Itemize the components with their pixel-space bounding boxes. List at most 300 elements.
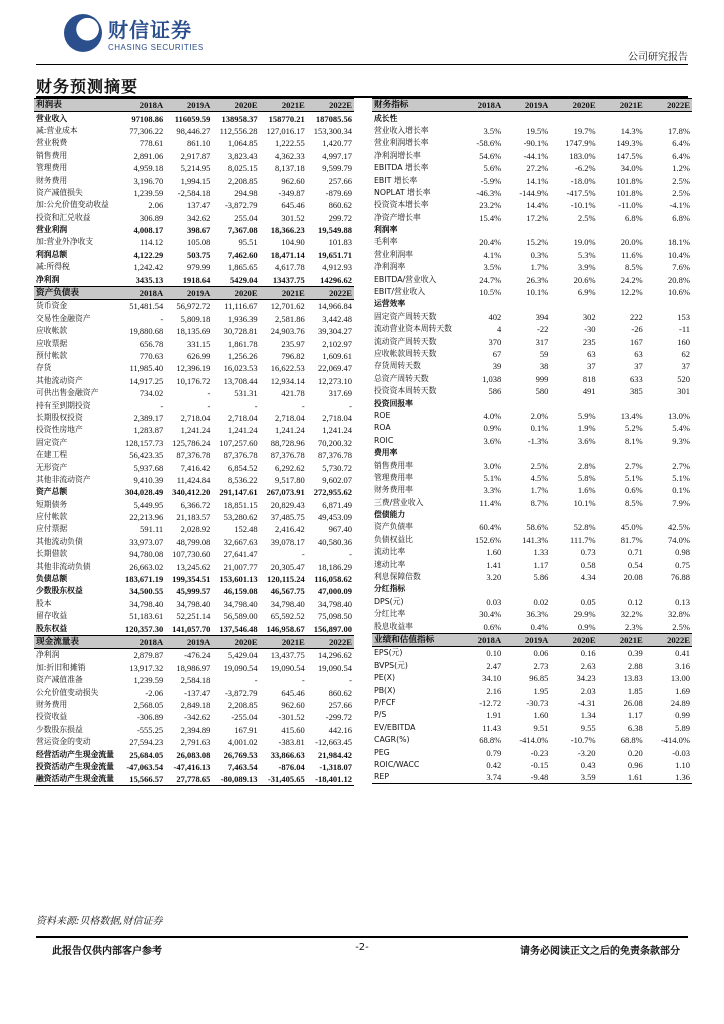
row-label: 分红指标: [374, 584, 406, 594]
cell-value: 48,799.08: [176, 536, 211, 547]
cell-value: 6.9%: [577, 287, 596, 298]
cell-value: 1,861.78: [227, 338, 258, 349]
cell-value: 14296.62: [320, 274, 352, 285]
cell-value: [598, 583, 645, 595]
cell-value: 70,200.32: [318, 437, 352, 448]
table-row: [372, 697, 692, 709]
table-row: [372, 150, 692, 162]
table-row: [372, 422, 692, 434]
table-title: 利润表: [34, 99, 118, 112]
cell-value: 199,354.51: [172, 574, 211, 585]
cell-value: 5.6%: [483, 163, 502, 174]
cell-value: 45,999.57: [176, 586, 211, 597]
row-label: 净资产增长率: [374, 212, 421, 222]
cell-value: 49,453.09: [318, 512, 352, 523]
table-row: [372, 385, 692, 397]
cell-value: [645, 112, 692, 125]
cell-value: [550, 298, 597, 310]
cell-value: 18,986.97: [176, 662, 211, 673]
cell-value: 1747.9%: [565, 138, 596, 149]
cell-value: 2.5%: [672, 621, 690, 632]
cell-value: [645, 397, 692, 409]
column-header: 2019A: [165, 286, 212, 299]
row-label: P/S: [374, 710, 387, 720]
table-row: [34, 137, 354, 149]
cell-value: 60.4%: [479, 522, 502, 533]
cell-value: 87,376.78: [318, 450, 352, 461]
cell-value: 1,241.24: [275, 425, 305, 436]
row-label: 总资产周转天数: [374, 373, 429, 383]
cell-value: 120,357.30: [124, 623, 164, 634]
cell-value: 1,038: [482, 373, 502, 384]
cell-value: -11.0%: [618, 200, 643, 211]
cell-value: 13,245.62: [176, 561, 211, 572]
cell-value: 222: [630, 311, 643, 322]
cell-value: 3.16: [675, 660, 690, 671]
cell-value: 20,829.43: [270, 499, 305, 510]
cell-value: 56,589.00: [223, 611, 258, 622]
table-row: [34, 261, 354, 273]
cell-value: 152.6%: [474, 534, 502, 545]
row-label: 营业利润: [36, 225, 68, 235]
table-row: [34, 449, 354, 461]
cell-value: 5.86: [533, 572, 549, 583]
cell-value: 4,997.17: [322, 150, 352, 161]
cell-value: -555.25: [136, 724, 164, 735]
cell-value: 26.08: [623, 697, 643, 708]
cell-value: 796.82: [281, 351, 305, 361]
table-row: [34, 573, 354, 585]
row-label: 减:所得税: [36, 262, 70, 272]
cell-value: 34,500.55: [129, 586, 164, 597]
cell-value: 1.60: [486, 547, 502, 558]
cell-value: 2,718.04: [322, 412, 352, 423]
row-label: EV/EBITDA: [374, 722, 416, 732]
row-label: 成长性: [374, 113, 398, 123]
cell-value: 19,090.54: [270, 662, 305, 673]
cell-value: [598, 509, 645, 521]
table-row: [372, 759, 692, 771]
column-header: 2018A: [118, 286, 165, 299]
row-label: 投资性房地产: [36, 425, 83, 435]
cell-value: 20.4%: [479, 237, 502, 248]
cell-value: 2,849.18: [180, 699, 211, 710]
cell-value: 24.7%: [479, 274, 502, 285]
table-row: [372, 212, 692, 224]
cell-value: 19,549.88: [318, 225, 352, 236]
cell-value: 153,300.34: [313, 125, 352, 136]
cell-value: 860.62: [328, 687, 352, 698]
cell-value: 34,798.40: [318, 598, 352, 609]
cell-value: 394: [535, 311, 549, 322]
row-label: 股东权益: [36, 623, 68, 633]
table-row: [372, 596, 692, 608]
cell-value: 187085.56: [315, 113, 352, 124]
row-label: 利息保障倍数: [374, 572, 421, 582]
financial-table: [372, 98, 692, 633]
cell-value: 3.59: [550, 771, 597, 784]
cell-value: 62: [681, 349, 690, 359]
row-label: 投资资本周转天数: [374, 386, 437, 396]
row-label: EBIT 增长率: [374, 175, 418, 185]
cell-value: 2.5%: [672, 175, 690, 186]
cell-value: 81.7%: [620, 534, 643, 545]
cell-value: 101.83: [328, 237, 352, 248]
cell-value: 626.99: [187, 351, 211, 361]
cell-value: 63: [587, 349, 596, 359]
section-row: [372, 583, 692, 595]
cell-value: 19.0%: [573, 237, 596, 248]
cell-value: 38: [539, 361, 549, 372]
cell-value: 39,304.27: [318, 326, 352, 337]
cell-value: 152.48: [234, 524, 258, 535]
row-label: 存货周转天数: [374, 361, 421, 371]
cell-value: -47,416.13: [173, 761, 211, 772]
cell-value: -4.1%: [669, 200, 690, 211]
column-header: 2019A: [165, 99, 212, 112]
cell-value: 147.5%: [616, 150, 643, 161]
row-label: 营业利润增长率: [374, 138, 429, 148]
table-row: [34, 686, 354, 698]
cell-value: 46,567.75: [270, 586, 305, 597]
table-row: [34, 313, 354, 325]
cell-value: 40,580.36: [318, 536, 352, 547]
row-label: EBITDA/营业收入: [374, 274, 437, 284]
cell-value: -: [254, 400, 258, 411]
cell-value: 1,420.77: [322, 138, 352, 149]
cell-value: 2,028.92: [180, 524, 211, 535]
cell-value: -3,872.79: [224, 200, 258, 211]
cell-value: 27,778.65: [165, 773, 212, 786]
table-row: [34, 560, 354, 572]
row-label: 营业收入: [36, 113, 68, 123]
cell-value: 167: [630, 336, 643, 347]
cell-value: 116059.59: [174, 113, 211, 124]
column-header: 2022E: [307, 99, 354, 112]
cell-value: 0.73: [580, 547, 596, 558]
cell-value: 0.58: [580, 559, 596, 570]
cell-value: 4,362.33: [275, 150, 305, 161]
cell-value: 26.3%: [526, 274, 549, 285]
cell-value: [456, 112, 503, 125]
cell-value: 2,208.85: [227, 699, 258, 710]
cell-value: 0.9%: [483, 423, 502, 434]
row-label: 其他非流动负债: [36, 561, 91, 571]
table-row: [372, 521, 692, 533]
cell-value: [598, 447, 645, 459]
row-label: 减:营业成本: [36, 125, 78, 135]
cell-value: 0.13: [675, 596, 690, 607]
cell-value: 58.6%: [526, 522, 549, 533]
table-row: [34, 662, 354, 674]
cell-value: 153,601.13: [219, 574, 258, 585]
section-row: [372, 298, 692, 310]
cell-value: -11: [678, 324, 690, 335]
cell-value: 1.85: [627, 685, 643, 696]
cell-value: 156,897.00: [313, 623, 352, 634]
cell-value: 21,984.42: [318, 749, 352, 760]
row-label: 财务费用: [36, 699, 68, 709]
table-row: [372, 335, 692, 347]
cell-value: 2.16: [486, 685, 502, 696]
footer-divider: [36, 936, 688, 938]
row-label: 净利润率: [374, 262, 406, 272]
cell-value: 4,959.18: [133, 163, 164, 174]
cell-value: [550, 224, 597, 236]
table-row: [34, 523, 354, 535]
row-label: REP: [372, 771, 456, 784]
column-header: 2018A: [456, 99, 503, 112]
cell-value: 0.10: [486, 648, 502, 659]
cell-value: 5.1%: [483, 472, 502, 483]
cell-value: -: [207, 400, 211, 411]
row-label: ROE: [374, 410, 391, 420]
table-row: [372, 571, 692, 583]
row-label: 融资活动产生现金流量: [34, 773, 118, 786]
cell-value: 96.85: [529, 673, 549, 684]
cell-value: 107,257.60: [219, 437, 258, 448]
cell-value: 5,449.95: [133, 499, 164, 510]
row-label: 经营活动产生现金流量: [36, 749, 114, 759]
cell-value: -5.9%: [480, 175, 502, 186]
cell-value: 645.46: [281, 687, 305, 698]
cell-value: 56,423.35: [129, 450, 164, 461]
cell-value: 340,412.20: [172, 487, 211, 498]
table-header-row: [34, 99, 354, 112]
cell-value: 7.9%: [672, 497, 690, 508]
cell-value: 125,786.24: [172, 437, 211, 448]
cell-value: -10.7%: [570, 735, 596, 746]
cell-value: 6,871.49: [322, 499, 352, 510]
data-source-note: 资料来源:贝格数据,财信证券: [36, 916, 163, 927]
cell-value: 5,214.95: [180, 163, 211, 174]
table-row: [34, 325, 354, 337]
cell-value: 88,728.96: [270, 437, 305, 448]
column-header: 2020E: [212, 635, 259, 648]
column-header: 2019A: [503, 633, 550, 646]
cell-value: -12.72: [479, 697, 502, 708]
cell-value: -306.89: [136, 712, 164, 723]
row-label: 固定资产: [36, 437, 68, 447]
column-header: 2019A: [165, 635, 212, 648]
cell-value: 54.6%: [479, 150, 502, 161]
cell-value: 4,617.78: [275, 262, 305, 273]
row-label: 投资资本增长率: [374, 200, 429, 210]
cell-value: 7,463.54: [227, 761, 258, 772]
cell-value: 8.5%: [625, 497, 643, 508]
table-row: [372, 534, 692, 546]
cell-value: 11.6%: [621, 249, 643, 260]
cell-value: 0.54: [627, 559, 643, 570]
cell-value: [456, 447, 503, 459]
cell-value: -299.72: [325, 712, 352, 723]
cell-value: -: [301, 549, 305, 560]
table-row: [34, 300, 354, 313]
cell-value: 59: [539, 349, 549, 359]
cell-value: 2,568.05: [133, 699, 164, 710]
cell-value: 6.4%: [672, 150, 690, 161]
cell-value: 11.43: [482, 722, 502, 733]
row-label: 利润总额: [36, 249, 68, 259]
table-row: [34, 622, 354, 634]
cell-value: -9.48: [503, 771, 550, 784]
row-label: 利润率: [374, 225, 398, 235]
row-label: 投资和汇兑收益: [36, 212, 91, 222]
cell-value: 6.4%: [672, 138, 690, 149]
table-row: [372, 137, 692, 149]
table-row: [34, 174, 354, 186]
cell-value: 2,917.87: [180, 150, 211, 161]
cell-value: 0.05: [580, 596, 596, 607]
column-header: 2020E: [550, 99, 597, 112]
cell-value: 370: [488, 336, 502, 347]
cell-value: -417.5%: [566, 187, 596, 198]
row-label: 净利润增长率: [374, 150, 421, 160]
cell-value: 9.51: [533, 722, 549, 733]
row-label: 流动比率: [374, 547, 406, 557]
cell-value: -31,405.65: [260, 773, 307, 786]
cell-value: 13.0%: [668, 410, 690, 421]
cell-value: -: [301, 675, 305, 686]
cell-value: 235.97: [281, 338, 305, 349]
cell-value: 1.10: [675, 759, 690, 770]
row-label: 应收票据: [36, 338, 68, 348]
cell-value: -30.73: [526, 697, 549, 708]
row-label: 营业税费: [36, 138, 68, 148]
table-row: [34, 699, 354, 711]
cell-value: 19,880.68: [129, 326, 164, 337]
cell-value: 6.8%: [625, 212, 643, 223]
cell-value: 15.4%: [479, 212, 502, 223]
row-label: 应付帐款: [36, 512, 68, 522]
cell-value: 591.11: [140, 524, 164, 535]
cell-value: 2.88: [627, 660, 643, 671]
cell-value: 68.8%: [620, 735, 643, 746]
row-label: 流动营业资本周转天数: [374, 324, 452, 334]
cell-value: 183.0%: [569, 150, 596, 161]
table-row: [34, 362, 354, 374]
cell-value: 317.69: [328, 388, 352, 399]
cell-value: 2,389.17: [133, 412, 164, 423]
cell-value: 861.10: [187, 138, 211, 149]
page-number: -2-: [355, 942, 369, 953]
cell-value: 149.3%: [616, 138, 643, 149]
table-row: [34, 236, 354, 248]
cell-value: -0.15: [530, 759, 549, 770]
cell-value: 65,592.52: [270, 611, 305, 622]
row-label: 投资回报率: [374, 398, 413, 408]
table-row: [34, 474, 354, 486]
cell-value: 398.67: [187, 225, 211, 236]
cell-value: -0.03: [672, 747, 690, 758]
cell-value: 104.90: [281, 237, 305, 248]
table-row: [372, 323, 692, 335]
cell-value: 1.95: [533, 685, 549, 696]
report-type-label: 公司研究报告: [628, 52, 688, 63]
cell-value: 6,292.62: [275, 462, 305, 473]
column-header: 2018A: [118, 635, 165, 648]
cell-value: 0.20: [627, 747, 643, 758]
cell-value: 0.02: [533, 596, 549, 607]
cell-value: 7,367.08: [227, 225, 258, 236]
cell-value: 87,376.78: [223, 450, 258, 461]
cell-value: 7,416.42: [180, 462, 211, 473]
cell-value: 20.6%: [573, 274, 596, 285]
table-row: [372, 734, 692, 746]
row-label: 其他流动负债: [36, 536, 83, 546]
cell-value: 5.3%: [577, 249, 596, 260]
table-row: [34, 548, 354, 560]
table-row: [34, 724, 354, 736]
cell-value: 21,183.57: [176, 512, 211, 523]
cell-value: 2.5%: [577, 212, 596, 223]
row-label: 持有至到期投资: [36, 400, 91, 410]
header-divider: [36, 64, 688, 65]
cell-value: 30.4%: [479, 609, 502, 620]
cell-value: 12,273.10: [318, 375, 352, 386]
cell-value: 1.33: [533, 547, 549, 558]
cell-value: 0.06: [533, 648, 549, 659]
row-label: BVPS(元): [374, 660, 408, 670]
cell-value: 101.8%: [616, 175, 643, 186]
cell-value: 34.10: [482, 673, 502, 684]
cell-value: 14.4%: [526, 200, 549, 211]
cell-value: 14,966.84: [318, 301, 352, 312]
cell-value: -879.69: [325, 187, 352, 198]
cell-value: 34,798.40: [270, 598, 305, 609]
cell-value: 1,064.85: [227, 138, 258, 149]
cell-value: 18,471.14: [270, 249, 305, 260]
cell-value: 1.7%: [530, 262, 549, 273]
column-header: 2022E: [645, 633, 692, 646]
cell-value: 656.78: [139, 338, 164, 349]
cell-value: 5.1%: [625, 472, 643, 483]
cell-value: 5,809.18: [180, 313, 211, 324]
row-label: 应付票据: [36, 524, 68, 534]
cell-value: 13,917.32: [129, 662, 164, 673]
table-row: [34, 337, 354, 349]
row-label: P/FCF: [374, 697, 396, 707]
cell-value: -3,872.79: [224, 687, 258, 698]
cell-value: [550, 583, 597, 595]
table-row: [34, 437, 354, 449]
cell-value: -476.24: [184, 650, 211, 661]
row-label: 偿债能力: [374, 510, 406, 520]
row-label: 应收帐款周转天数: [374, 349, 437, 358]
cell-value: 7.6%: [672, 262, 690, 273]
cell-value: 52.8%: [573, 522, 596, 533]
row-label: 费用率: [374, 448, 398, 458]
row-label: 分红比率: [374, 609, 406, 619]
row-label: 资产减值准备: [36, 675, 83, 685]
cell-value: 95.51: [238, 237, 258, 248]
row-label: DPS(元): [374, 596, 404, 606]
cell-value: 0.99: [675, 710, 690, 721]
cell-value: 291,147.61: [219, 487, 258, 498]
cell-value: 3,823.43: [227, 150, 258, 161]
cell-value: -44.1%: [523, 150, 549, 161]
cell-value: 3.6%: [483, 435, 502, 446]
table-title: 财务指标: [372, 99, 456, 112]
row-label: CAGR(%): [374, 735, 410, 745]
cell-value: 9,410.39: [133, 474, 164, 485]
row-label: 存货: [36, 363, 52, 373]
cell-value: 531.31: [234, 388, 258, 399]
table-header-row: [372, 633, 692, 646]
table-row: [34, 273, 354, 285]
cell-value: -2.06: [145, 687, 164, 698]
cell-value: -342.62: [184, 712, 211, 723]
